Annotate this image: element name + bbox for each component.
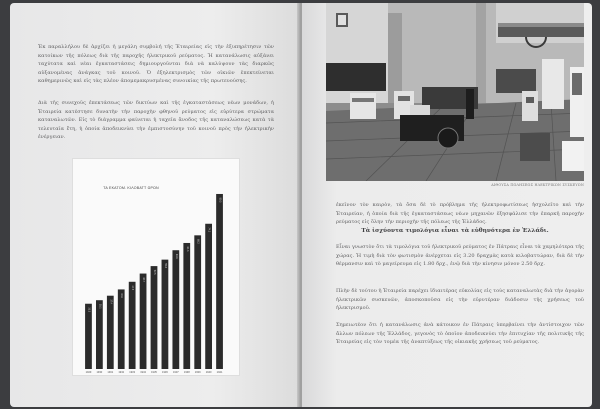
- x-tick-label: 1941: [216, 371, 223, 374]
- x-tick-label: 1939: [194, 371, 201, 374]
- right-paragraph-2: Πλὴν δὲ τούτου ἡ Ἑταιρεία παρέχει ἰδιαιτέρας εὐκολίας εἰς τοὺς καταναλωτὰς διὰ τὴν ἀγορὰν ἠλεκτρικῶν συσκευῶν, ἀποσκοποῦσα εἰς τὴν εὐρυτέραν διάδοσιν τῆς χρήσεως τοῦ ἠλεκτρισμοῦ.: [336, 288, 584, 312]
- bar-value-label: 52.5: [153, 269, 156, 275]
- chart-bar: [205, 224, 212, 369]
- right-paragraph-1: Εἶναι γνωστὸν ὅτι τὰ τιμολόγια τοῦ ἠλεκτρικοῦ ρεύματος ἐν Πάτραις εἶναι τὰ χαμηλότερα τῆς χώρας. Ἡ τιμὴ διὰ τὸν φωτισμὸν ἀνέρχεται εἰς 3.20 δραχμὰς κατὰ κιλοβαττώραν, διὰ δὲ τὴν θέρμανσιν καὶ τὸ μαγείρευμα εἰς 1.80 δρχ., ἐνῷ διὰ τὴν κίνησιν μόνον 2.50 δρχ.: [336, 244, 584, 268]
- bar-value-label: 33.3: [87, 307, 91, 313]
- chart-tick-labels: [86, 370, 223, 374]
- left-page: [10, 3, 300, 407]
- consumption-chart: [72, 158, 240, 376]
- bar-value-label: 35.1: [98, 303, 102, 309]
- book-spread: [10, 3, 592, 407]
- x-tick-label: 1938: [183, 371, 190, 374]
- chart-bar: [151, 266, 158, 369]
- chart-bar: [172, 250, 179, 369]
- chart-bar: [140, 274, 147, 369]
- consumption-chart-svg: [73, 159, 239, 375]
- bar-value-label: 60.6: [174, 253, 178, 259]
- left-paragraph-2: Διὰ τῆς συνεχοῦς ἐπεκτάσεως τῶν δικτύων καὶ τῆς ἐγκαταστάσεως νέων μονάδων, ἡ Ἐταιρεία κατέστησε δυνατὴν τὴν παροχὴν φθηνοῦ ρεύματος εἰς εὐρύτερα στρώματα καταναλωτῶν. Εἰς τὸ διάγραμμα φαίνεται ἡ ταχεῖα ἄνοδος τῆς καταναλώσεως κατὰ τὰ τελευταῖα ἔτη, ἡ ὁποία ἀποδεικνύει τὴν ἐμπιστοσύνην τοῦ κοινοῦ πρὸς τὴν ἠλεκτρικὴν ἐνέργειαν.: [38, 100, 274, 141]
- chart-bars: [85, 194, 223, 369]
- chart-bar: [85, 304, 92, 369]
- bar-value-label: 64.3: [185, 246, 189, 252]
- bar-value-label: 68.2: [196, 239, 200, 244]
- left-paragraph-1: Ἐκ παραλλήλου δὲ ἀρχίζει ἡ μεγάλη συμβολή τῆς Ἐταιρείας εἰς τὴν ἐξυπηρέτησιν τῶν κατοίκων τῆς πόλεως διὰ τῆς παροχῆς ἠλεκτρικοῦ ρεύματος. Ἡ κατανάλωσις αὐξάνει ταχύτατα καὶ νέαι ἐγκαταστάσεις δημιουργοῦνται διὰ νὰ καλύψουν τὰς διαρκῶς αὐξανομένας ἀνάγκας τοῦ κοινοῦ. Ὁ ἐξηλεκτρισμὸς τῶν οἰκιῶν ἐπεκτείνεται καθημερινῶς καὶ εἰς τὰς πλέον ἀπομεμακρυσμένας συνοικίας τῆς πρωτευούσης.: [38, 44, 274, 85]
- chart-bar: [129, 282, 136, 369]
- bar-value-label: 48.7: [142, 277, 146, 282]
- bar-value-label: 37.4: [109, 299, 113, 305]
- x-tick-label: 1934: [140, 371, 146, 374]
- x-tick-label: 1929: [85, 371, 92, 374]
- showroom-photo-image: [326, 3, 584, 181]
- x-tick-label: 1930: [96, 371, 103, 374]
- x-tick-label: 1940: [205, 371, 212, 374]
- bar-value-label: 89.3: [218, 197, 222, 203]
- bar-value-label: 55.8: [163, 263, 167, 268]
- chart-bar: [118, 289, 125, 369]
- showroom-photo: [326, 3, 584, 181]
- x-tick-label: 1935: [151, 371, 157, 374]
- bar-value-label: 40.6: [120, 293, 124, 298]
- photo-caption: ΑΙΘΟΥΣΑ ΠΩΛΗΣΕΩΣ ΗΛΕΚΤΡΙΚΩΝ ΣΥΣΚΕΥΩΝ: [491, 183, 584, 187]
- chart-title: ΤΑ ΕΚΑΤΟΜ. ΚΙΛΟΒΑΤΤ ΩΡΩΝ: [103, 186, 159, 190]
- section-heading: Τὰ ἰσχύοντα τιμολόγια εἶναι τὰ εὐθηνότερα ἐν Ἑλλάδι.: [361, 228, 549, 234]
- chart-bar: [216, 194, 223, 369]
- chart-bar: [96, 300, 103, 369]
- x-tick-label: 1936: [162, 371, 168, 374]
- chart-bar: [107, 296, 114, 369]
- right-page: [302, 3, 592, 407]
- bar-value-label: 74.1: [207, 227, 211, 233]
- x-tick-label: 1933: [129, 371, 136, 374]
- x-tick-label: 1931: [107, 371, 114, 374]
- right-paragraph-3: Σημειωτέον ὅτι ἡ κατανάλωσις ἀνὰ κάτοικον ἐν Πάτραις ὑπερβαίνει τὴν ἀντίστοιχον τῶν ἄλλων πόλεων τῆς Ἑλλάδος, γεγονὸς τὸ ὁποῖον ἀποδεικνύει τὴν ἐπιτυχίαν τῆς πολιτικῆς τῆς Ἑταιρείας εἰς τὸν τομέα τῆς ἀναπτύξεως τῆς οἰκιακῆς χρήσεως τοῦ ρεύματος.: [336, 322, 584, 346]
- chart-bar: [162, 260, 169, 369]
- x-tick-label: 1932: [118, 371, 125, 374]
- chart-bar: [183, 243, 190, 369]
- x-tick-label: 1937: [172, 371, 179, 374]
- chart-bar: [194, 235, 201, 369]
- right-intro-paragraph: ἐκεῖνον τὸν καιρὸν, τὰ ὅσα δὲ τὸ πρόβλημα τῆς ἠλεκτροφωτίσεως ἠσχολεῖτο καὶ τὴν Ἑταιρείαν, ἡ ὁποία διὰ τῆς ἐγκαταστάσεως νέων μηχανῶν ἐξησφάλισε τὴν ἐπαρκῆ παροχὴν ρεύματος εἰς ὅλην τὴν περιοχὴν τῆς πόλεως τῆς Ἑλλάδος.: [336, 202, 584, 226]
- bar-value-label: 44.5: [131, 285, 135, 291]
